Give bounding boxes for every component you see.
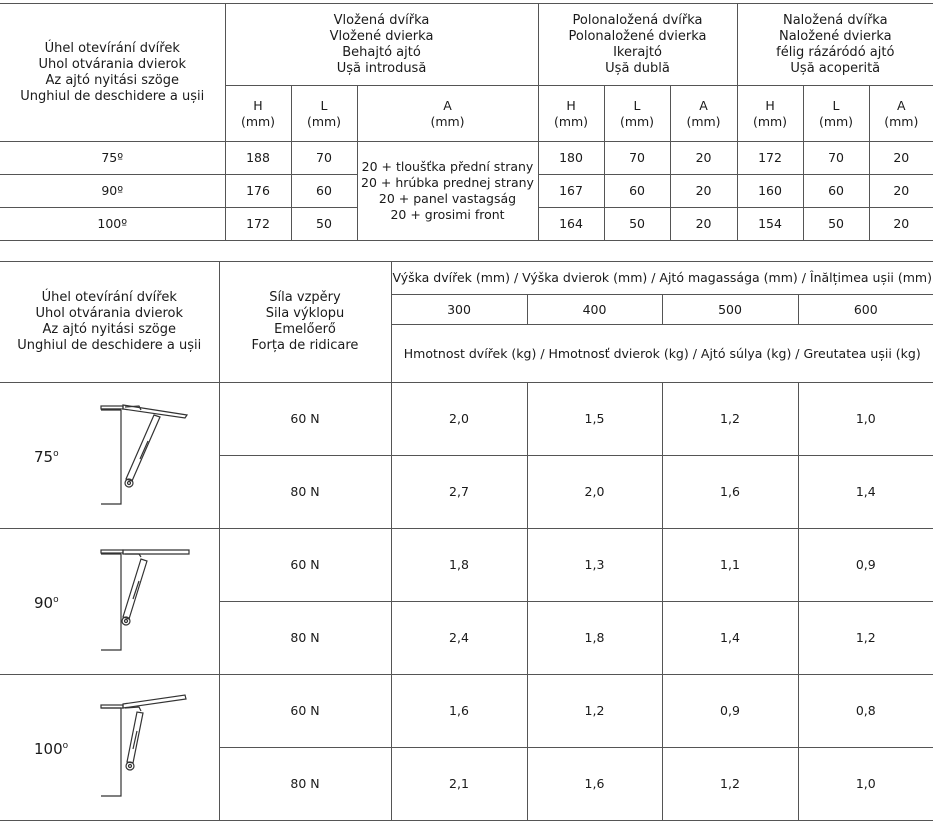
group-label: Behajtó ajtó (342, 44, 421, 60)
force-header-line: Emelőerő (274, 322, 336, 337)
angle-header-ro: Unghiul de deschidere a ușii (20, 88, 205, 104)
weight-cell: 1,6 (662, 456, 798, 529)
weight-cell: 1,6 (527, 748, 662, 821)
group-label: Ikerajtó (613, 44, 662, 60)
col-head-unit: (mm) (306, 113, 342, 129)
value-cell: 20 (869, 142, 933, 175)
note-line: 20 + hrúbka prednej strany (361, 175, 534, 190)
group-label: Naložené dvierka (778, 28, 892, 44)
weight-cell: 0,9 (798, 529, 933, 602)
col-head (604, 86, 670, 142)
col-head-name: H (765, 97, 775, 113)
group-label: Vložené dvierka (329, 28, 434, 44)
angle-value: 100 (34, 740, 63, 758)
value-cell: 176 (225, 175, 291, 208)
weight-cell: 2,0 (391, 383, 527, 456)
weight-cell: 1,0 (798, 383, 933, 456)
force-cell: 80 N (219, 456, 391, 529)
angle-header-line: Unghiul de deschidere a ușii (17, 338, 202, 353)
angle-cell: 75º (0, 142, 225, 175)
weight-cell: 1,0 (798, 748, 933, 821)
col-head (225, 86, 291, 142)
weight-cell: 1,8 (391, 529, 527, 602)
value-cell: 180 (538, 142, 604, 175)
half-overlay-door-header (538, 4, 737, 86)
force-header-line: Forța de ridicare (251, 338, 359, 353)
value-cell: 20 (670, 142, 737, 175)
weight-cell: 1,2 (798, 602, 933, 675)
weight-cell: 2,7 (391, 456, 527, 529)
lift-mechanism-100-illustration (99, 693, 195, 803)
angle-value: 90 (34, 594, 54, 612)
angle-header-line: Úhel otevírání dvířek (41, 290, 177, 305)
angle-header (0, 4, 225, 142)
group-label: Polonaložená dvířka (572, 12, 703, 28)
value-cell: 20 (670, 175, 737, 208)
angle-header-hu: Az ajtó nyitási szöge (45, 72, 180, 88)
col-head-unit: (mm) (619, 113, 655, 129)
col-head-name: H (253, 97, 263, 113)
value-cell: 172 (737, 142, 803, 175)
value-cell: 188 (225, 142, 291, 175)
height-header: Výška dvířek (mm) / Výška dvierok (mm) / Ajtó magassága (mm) / Înălțimea ușii (mm) (391, 262, 933, 295)
group-label: Polonaložené dvierka (568, 28, 707, 44)
weight-cell: 1,2 (527, 675, 662, 748)
col-head-name: A (897, 97, 906, 113)
col-head (803, 86, 869, 142)
angle-group-75 (0, 383, 219, 529)
value-cell: 154 (737, 208, 803, 241)
group-label: Vložená dvířka (333, 12, 430, 28)
force-cell: 60 N (219, 529, 391, 602)
weight-header: Hmotnost dvířek (kg) / Hmotnosť dvierok (kg) / Ajtó súlya (kg) / Greutatea ușii (kg) (391, 325, 933, 383)
weight-cell: 1,5 (527, 383, 662, 456)
weight-cell: 2,1 (391, 748, 527, 821)
weight-cell: 1,8 (527, 602, 662, 675)
table-row (0, 142, 933, 175)
height-cell: 500 (662, 295, 798, 325)
angle-cell: 100º (0, 208, 225, 241)
angle-header (0, 262, 219, 383)
table-row (0, 383, 933, 456)
angle-value: 75 (34, 448, 54, 466)
note-line: 20 + panel vastagság (378, 191, 517, 206)
value-cell: 70 (604, 142, 670, 175)
value-cell: 50 (803, 208, 869, 241)
height-cell: 600 (798, 295, 933, 325)
force-header (219, 262, 391, 383)
value-cell: 50 (604, 208, 670, 241)
col-head-name: L (832, 97, 840, 113)
value-cell: 167 (538, 175, 604, 208)
col-head (737, 86, 803, 142)
col-head-unit: (mm) (553, 113, 589, 129)
value-cell: 50 (291, 208, 357, 241)
col-head (357, 86, 538, 142)
col-head-unit: (mm) (430, 113, 465, 129)
degree-mark: o (53, 595, 59, 605)
table-row (0, 675, 933, 748)
weight-cell: 1,6 (391, 675, 527, 748)
angle-header-line: Uhol otvárania dvierok (35, 306, 184, 321)
col-head-name: H (566, 97, 576, 113)
force-header-line: Síla vzpěry (269, 290, 341, 305)
col-head-unit: (mm) (884, 113, 919, 129)
angle-header-line: Az ajtó nyitási szöge (42, 322, 177, 337)
force-cell: 60 N (219, 383, 391, 456)
value-cell: 20 (869, 175, 933, 208)
col-head-name: L (633, 97, 641, 113)
value-cell: 60 (291, 175, 357, 208)
full-overlay-door-header (737, 4, 933, 86)
height-cell: 300 (391, 295, 527, 325)
col-head-name: A (443, 97, 452, 113)
weight-cell: 0,8 (798, 675, 933, 748)
weight-cell: 1,4 (662, 602, 798, 675)
degree-mark: o (53, 449, 59, 459)
col-head-unit: (mm) (240, 113, 276, 129)
weight-cell: 1,2 (662, 748, 798, 821)
force-header-line: Sila výklopu (265, 306, 345, 321)
angle-label (34, 592, 59, 611)
value-cell: 20 (670, 208, 737, 241)
value-cell: 60 (803, 175, 869, 208)
weight-cell: 2,0 (527, 456, 662, 529)
col-head (670, 86, 737, 142)
force-cell: 80 N (219, 748, 391, 821)
group-label: félig rázáródó ajtó (776, 44, 895, 60)
group-label: Ușă acoperită (790, 60, 881, 76)
value-cell: 172 (225, 208, 291, 241)
lift-mechanism-75-illustration (99, 401, 195, 511)
weight-cell: 1,3 (527, 529, 662, 602)
note-line: 20 + tloušťka přední strany (361, 159, 534, 174)
group-label: Ușă introdusă (336, 60, 427, 76)
value-cell: 164 (538, 208, 604, 241)
inset-door-header (225, 4, 538, 86)
value-cell: 160 (737, 175, 803, 208)
door-weight-table (0, 261, 933, 821)
col-head (538, 86, 604, 142)
note-line: 20 + grosimi front (390, 207, 505, 222)
angle-label (34, 446, 59, 465)
weight-cell: 1,2 (662, 383, 798, 456)
value-cell: 70 (291, 142, 357, 175)
value-cell: 60 (604, 175, 670, 208)
weight-cell: 1,4 (798, 456, 933, 529)
col-head-name: L (320, 97, 328, 113)
col-head-name: A (699, 97, 708, 113)
col-head (291, 86, 357, 142)
angle-group-100 (0, 675, 219, 821)
angle-header-cs: Úhel otevírání dvířek (44, 40, 180, 56)
angle-label (34, 738, 68, 757)
inset-a-note (357, 142, 538, 241)
height-cell: 400 (527, 295, 662, 325)
group-label: Naložená dvířka (782, 12, 888, 28)
value-cell: 70 (803, 142, 869, 175)
force-cell: 80 N (219, 602, 391, 675)
col-head-unit: (mm) (752, 113, 788, 129)
col-head (869, 86, 933, 142)
value-cell: 20 (869, 208, 933, 241)
angle-group-90 (0, 529, 219, 675)
angle-cell: 90º (0, 175, 225, 208)
col-head-unit: (mm) (686, 113, 721, 129)
dimensions-table (0, 3, 933, 241)
angle-header-sk: Uhol otvárania dvierok (38, 56, 187, 72)
group-label: Ușă dublă (605, 60, 670, 76)
weight-cell: 0,9 (662, 675, 798, 748)
weight-cell: 2,4 (391, 602, 527, 675)
lift-mechanism-90-illustration (99, 547, 195, 657)
weight-cell: 1,1 (662, 529, 798, 602)
force-cell: 60 N (219, 675, 391, 748)
degree-mark: o (62, 741, 69, 751)
col-head-unit: (mm) (818, 113, 854, 129)
table-row (0, 529, 933, 602)
